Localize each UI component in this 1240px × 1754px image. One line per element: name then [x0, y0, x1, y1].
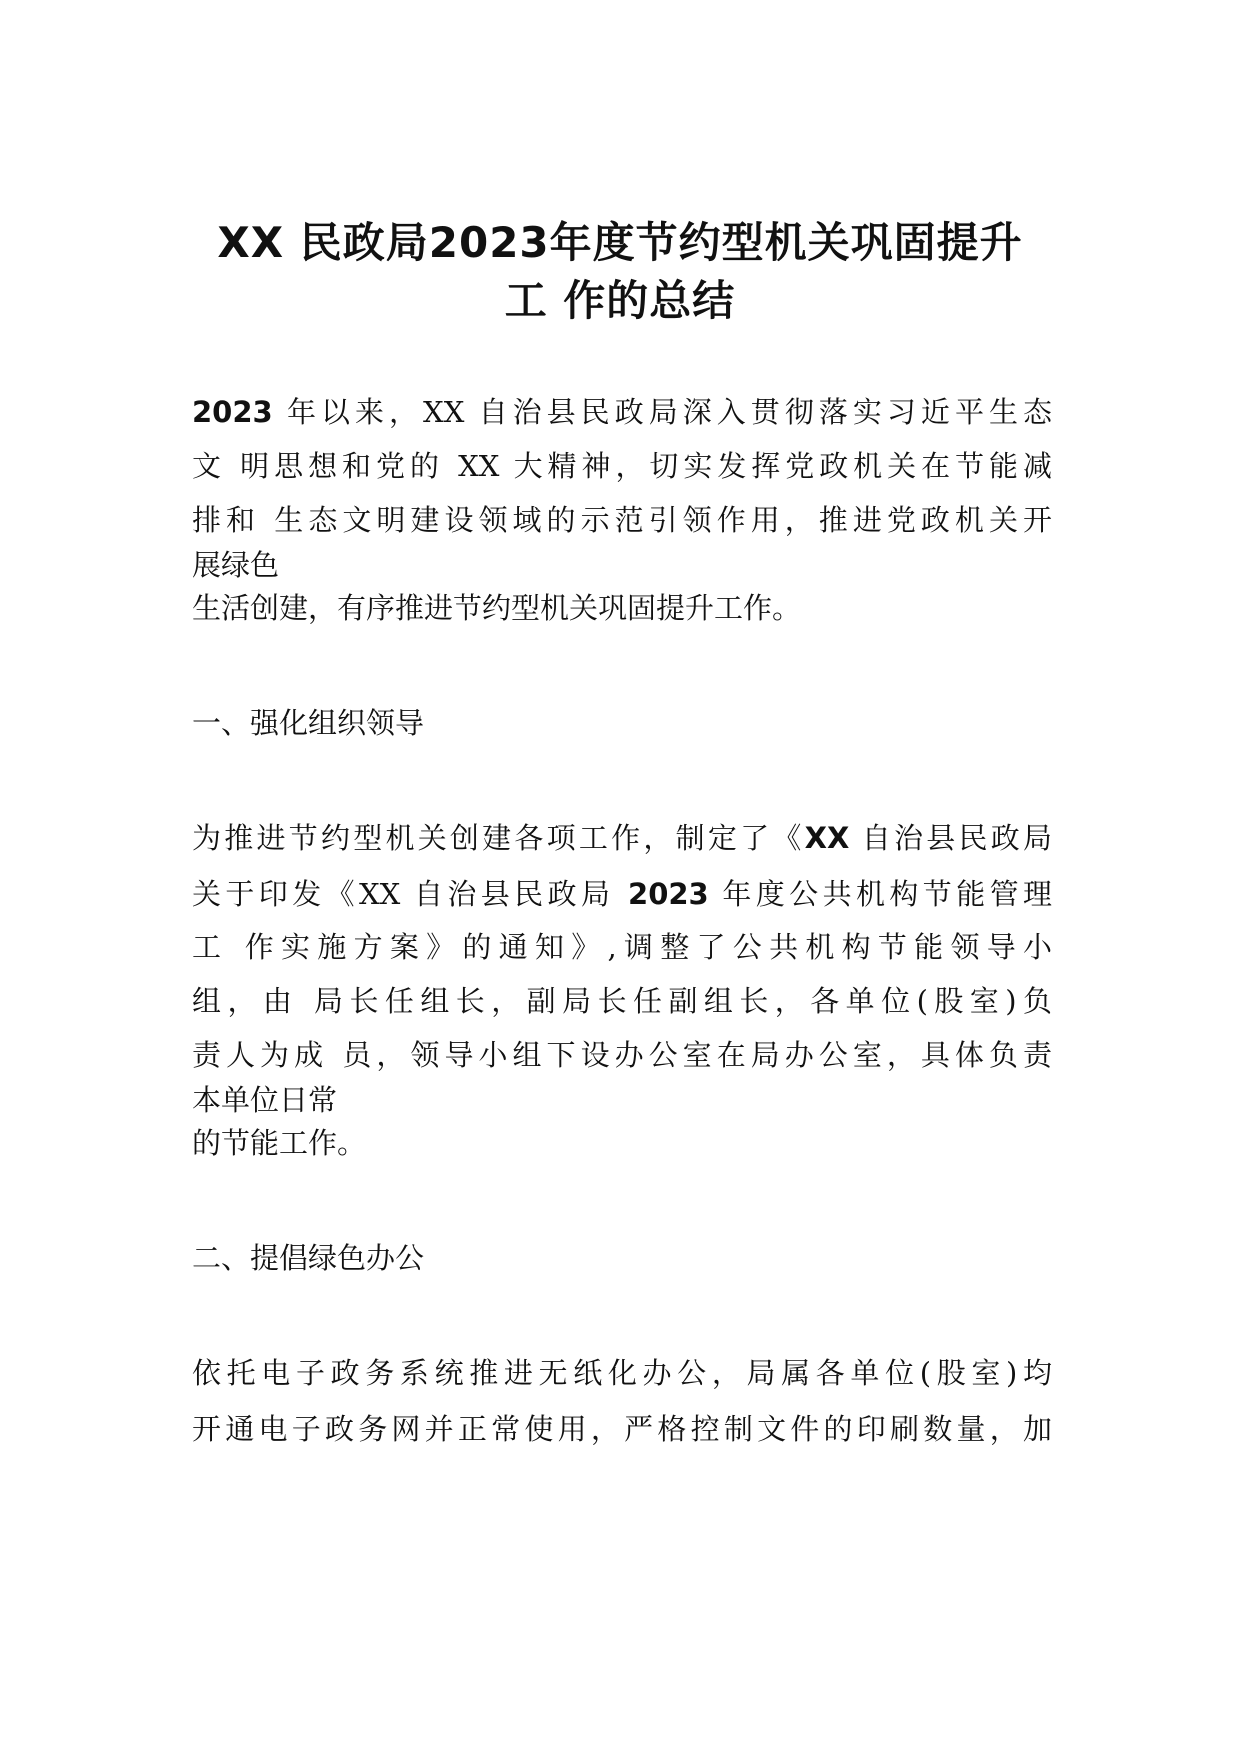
paragraph-2-line-1-c: 自治县民政局	[849, 821, 1052, 855]
paragraph-1-line-4: 展绿色	[192, 548, 280, 582]
paragraph-1-line-1	[192, 392, 1052, 432]
paragraph-3-line-1: 依托电子政务系统推进无纸化办公，局属各单位(股室)均	[192, 1356, 1052, 1390]
paragraph-2-line-1	[192, 818, 1052, 858]
paragraph-1-line-2: 文 明思想和党的 XX 大精神，切实发挥党政机关在节能减	[192, 449, 1052, 483]
paragraph-1-line-1-text: 年以来，XX 自治县民政局深入贯彻落实习近平生态	[272, 395, 1052, 429]
paragraph-3-line-2: 开通电子政务网并正常使用，严格控制文件的印刷数量，加	[192, 1412, 1052, 1446]
year-number: 2023	[192, 395, 273, 429]
paragraph-2-line-2	[192, 874, 1052, 914]
section-heading-1: 一、强化组织领导	[192, 706, 425, 740]
section-heading-2: 二、提倡绿色办公	[192, 1241, 425, 1275]
paragraph-2-line-1-b: XX	[804, 821, 850, 855]
paragraph-1-line-5: 生活创建，有序推进节约型机关巩固提升工作。	[192, 591, 802, 625]
paragraph-2-line-2-a: 关于印发《XX 自治县民政局	[192, 877, 629, 911]
paragraph-2-line-3: 工 作实施方案》的通知》,调整了公共机构节能领导小	[192, 930, 1052, 964]
paragraph-2-line-5: 责人为成 员，领导小组下设办公室在局办公室，具体负责	[192, 1038, 1052, 1072]
paragraph-1-line-3: 排和 生态文明建设领域的示范引领作用，推进党政机关开	[192, 503, 1052, 537]
paragraph-2-line-7: 的节能工作。	[192, 1126, 367, 1160]
paragraph-2-line-2-c: 年度公共机构节能管理	[708, 877, 1053, 911]
paragraph-2-line-4: 组，由 局长任组长，副局长任副组长，各单位(股室)负	[192, 984, 1052, 1018]
document-title-line-1: XX 民政局2023年度节约型机关巩固提升	[217, 218, 1023, 267]
paragraph-2-line-2-b: 2023	[628, 877, 709, 911]
paragraph-2-line-6: 本单位日常	[192, 1083, 338, 1117]
paragraph-2-line-1-a: 为推进节约型机关创建各项工作，制定了《	[192, 821, 805, 855]
document-title-line-2: 工 作的总结	[504, 276, 736, 325]
